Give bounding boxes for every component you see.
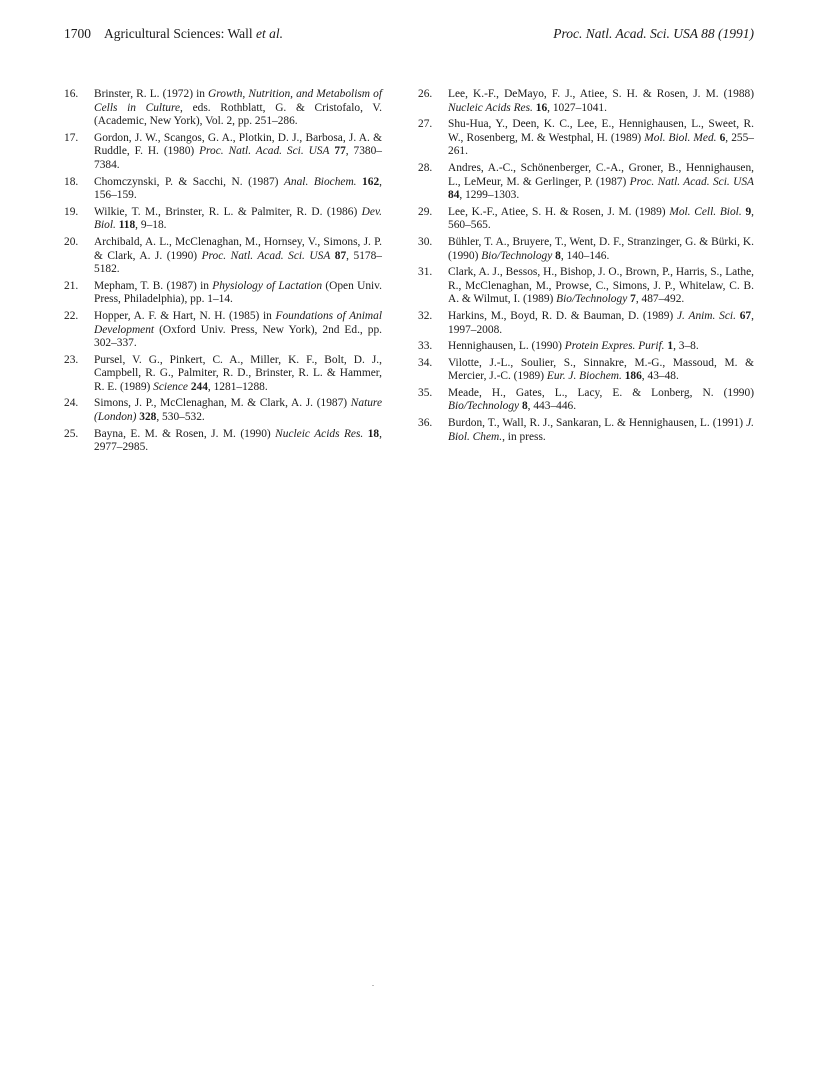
reference-b: Bio/Technology bbox=[448, 400, 520, 413]
reference-number: 34. bbox=[418, 356, 433, 369]
reference-text bbox=[94, 354, 382, 395]
page-header bbox=[64, 26, 754, 46]
reference-b: Growth, Nutrition, and Metabolism of Cells in Culture bbox=[94, 88, 382, 114]
reference-c: , in press. bbox=[502, 430, 546, 443]
reference-item bbox=[64, 310, 382, 351]
reference-vol: 1 bbox=[667, 340, 674, 353]
reference-text bbox=[448, 340, 754, 354]
reference-vol: 8 bbox=[555, 249, 561, 262]
reference-a: Wilkie, T. M., Brinster, R. L. & Palmiter, R. D. (1986) bbox=[94, 205, 362, 218]
reference-item bbox=[64, 236, 382, 277]
reference-b: Protein Expres. Purif. bbox=[564, 340, 665, 353]
reference-pages: , 487–492. bbox=[635, 293, 685, 306]
reference-a: Andres, A.-C., Schönenberger, C.-A., Groner, B., Hennighausen, L., LeMeur, M. & Gerlinger, P. (1987) bbox=[448, 161, 754, 188]
reference-text bbox=[448, 206, 754, 233]
reference-vol: 67 bbox=[739, 309, 752, 322]
reference-a: Burdon, T., Wall, R. J., Sankaran, L. & Hennighausen, L. (1991) bbox=[448, 417, 747, 430]
reference-item bbox=[418, 340, 754, 354]
reference-b: Bio/Technology bbox=[556, 293, 628, 306]
reference-c: , eds. Rothblatt, G. & Cristofalo, V. (Academic, New York), Vol. 2, pp. 251–286. bbox=[94, 101, 382, 128]
reference-item bbox=[64, 88, 382, 129]
reference-b: Nucleic Acids Res. bbox=[448, 101, 533, 114]
reference-text bbox=[448, 310, 754, 337]
reference-pages: , 9–18. bbox=[135, 219, 167, 232]
reference-b: Proc. Natl. Acad. Sci. USA bbox=[199, 145, 330, 158]
reference-item bbox=[64, 397, 382, 424]
reference-pages: , 1299–1303. bbox=[459, 189, 520, 202]
reference-b: Nucleic Acids Res. bbox=[275, 427, 364, 440]
reference-pages: , 5178–5182. bbox=[94, 249, 382, 276]
reference-item bbox=[418, 357, 754, 384]
reference-item bbox=[64, 280, 382, 307]
reference-vol: 244 bbox=[190, 380, 208, 393]
scan-mark bbox=[372, 985, 374, 986]
reference-a: Gordon, J. W., Scangos, G. A., Plotkin, D. J., Barbosa, J. A. & Ruddle, F. H. (1980) bbox=[94, 131, 382, 158]
reference-number: 20. bbox=[64, 235, 79, 248]
reference-item bbox=[64, 132, 382, 173]
reference-pages: , 156–159. bbox=[94, 175, 382, 202]
reference-pages: , 2977–2985. bbox=[94, 427, 382, 454]
reference-b: Physiology of Lactation bbox=[212, 279, 323, 292]
reference-b: Proc. Natl. Acad. Sci. USA bbox=[629, 175, 754, 188]
reference-b: Nature (London) bbox=[94, 397, 382, 424]
reference-number: 32. bbox=[418, 309, 433, 322]
reference-item bbox=[418, 266, 754, 307]
reference-text bbox=[448, 266, 754, 307]
reference-item bbox=[418, 118, 754, 159]
reference-b: J. Biol. Chem. bbox=[448, 417, 754, 443]
reference-pages: , 7380–7384. bbox=[94, 145, 382, 171]
reference-text bbox=[94, 310, 382, 351]
reference-number: 27. bbox=[418, 118, 433, 131]
reference-c: (Open Univ. Press, Philadelphia), pp. 1–14. bbox=[94, 279, 382, 306]
reference-vol: 84 bbox=[448, 189, 460, 202]
reference-text bbox=[448, 357, 754, 384]
reference-b: Proc. Natl. Acad. Sci. USA bbox=[201, 249, 331, 262]
reference-item bbox=[418, 206, 754, 233]
reference-number: 17. bbox=[64, 131, 79, 144]
reference-a: Shu-Hua, Y., Deen, K. C., Lee, E., Hennighausen, L., Sweet, R. W., Rosenberg, M. & Westphal, H. (1989) bbox=[448, 118, 754, 144]
reference-b: Mol. Biol. Med. bbox=[644, 131, 717, 144]
reference-vol: 18 bbox=[367, 427, 380, 440]
reference-b: Anal. Biochem. bbox=[283, 175, 357, 188]
journal-citation: Proc. Natl. Acad. Sci. USA 88 (1991) bbox=[553, 26, 754, 41]
reference-text bbox=[448, 162, 754, 203]
reference-number: 30. bbox=[418, 235, 433, 248]
reference-item bbox=[64, 206, 382, 233]
page-number: 1700 bbox=[64, 26, 91, 41]
reference-item bbox=[418, 88, 754, 115]
reference-number: 19. bbox=[64, 205, 79, 218]
reference-item bbox=[418, 236, 754, 263]
reference-item bbox=[418, 387, 754, 414]
reference-b: Eur. J. Biochem. bbox=[546, 370, 622, 383]
reference-a: Meade, H., Gates, L., Lacy, E. & Lonberg, N. (1990) bbox=[448, 386, 754, 399]
references-left-column bbox=[64, 88, 382, 458]
reference-vol: 77 bbox=[334, 145, 346, 158]
references-right-column bbox=[418, 88, 754, 447]
reference-number: 24. bbox=[64, 397, 79, 410]
reference-pages: , 43–48. bbox=[641, 370, 679, 383]
reference-number: 31. bbox=[418, 266, 433, 279]
reference-item bbox=[418, 310, 754, 337]
reference-text bbox=[94, 206, 382, 233]
reference-pages: , 1281–1288. bbox=[207, 380, 268, 393]
reference-pages: , 560–565. bbox=[448, 205, 754, 232]
reference-number: 26. bbox=[418, 88, 433, 100]
reference-number: 29. bbox=[418, 205, 433, 218]
reference-a: Hennighausen, L. (1990) bbox=[448, 340, 565, 353]
reference-a: Pursel, V. G., Pinkert, C. A., Miller, K. F., Bolt, D. J., Campbell, R. G., Palmiter, R. D., Brinster, R. L. & Hammer, R. E. (1989) bbox=[94, 353, 382, 393]
reference-number: 35. bbox=[418, 386, 433, 399]
reference-vol: 162 bbox=[362, 175, 380, 188]
reference-vol: 6 bbox=[719, 131, 726, 144]
reference-a: Bayna, E. M. & Rosen, J. M. (1990) bbox=[94, 427, 276, 440]
reference-pages: , 443–446. bbox=[527, 400, 577, 413]
reference-text bbox=[94, 88, 382, 129]
reference-vol: 328 bbox=[139, 411, 157, 424]
reference-a: Mepham, T. B. (1987) in bbox=[94, 279, 213, 292]
reference-number: 25. bbox=[64, 427, 79, 440]
reference-vol: 9 bbox=[745, 205, 752, 218]
reference-a: Vilotte, J.-L., Soulier, S., Sinnakre, M.-G., Massoud, M. & Mercier, J.-C. (1989) bbox=[448, 356, 754, 383]
reference-text bbox=[448, 118, 754, 159]
reference-number: 16. bbox=[64, 88, 79, 100]
reference-number: 36. bbox=[418, 417, 433, 430]
reference-b: Dev. Biol. bbox=[94, 205, 382, 232]
reference-text bbox=[448, 88, 754, 115]
reference-a: Hopper, A. F. & Hart, N. H. (1985) in bbox=[94, 309, 276, 322]
reference-vol: 118 bbox=[118, 219, 136, 232]
reference-number: 23. bbox=[64, 353, 79, 366]
reference-vol: 7 bbox=[630, 293, 636, 306]
reference-b: Foundations of Animal Development bbox=[94, 309, 382, 336]
reference-b: Bio/Technology bbox=[481, 249, 553, 262]
reference-vol: 186 bbox=[624, 370, 642, 383]
reference-vol: 8 bbox=[521, 400, 528, 413]
et-al: et al. bbox=[256, 26, 283, 41]
reference-a: Simons, J. P., McClenaghan, M. & Clark, A. J. (1987) bbox=[94, 397, 351, 410]
reference-b: J. Anim. Sci. bbox=[677, 309, 736, 322]
reference-text bbox=[448, 236, 754, 263]
reference-pages: , 530–532. bbox=[156, 411, 205, 424]
reference-a: Bühler, T. A., Bruyere, T., Went, D. F., Stranzinger, G. & Bürki, K. (1990) bbox=[448, 235, 754, 262]
reference-item bbox=[418, 417, 754, 444]
reference-a: Harkins, M., Boyd, R. D. & Bauman, D. (1989) bbox=[448, 309, 677, 322]
reference-text bbox=[94, 428, 382, 455]
reference-text bbox=[94, 176, 382, 203]
reference-item bbox=[418, 162, 754, 203]
reference-text bbox=[448, 417, 754, 444]
reference-number: 22. bbox=[64, 309, 79, 322]
reference-b: Science bbox=[153, 380, 188, 393]
reference-a: Brinster, R. L. (1972) in bbox=[94, 88, 209, 100]
reference-text bbox=[448, 387, 754, 414]
reference-pages: , 1997–2008. bbox=[448, 309, 754, 336]
running-title: Agricultural Sciences: Wall et al. bbox=[104, 26, 283, 41]
reference-number: 18. bbox=[64, 175, 79, 188]
reference-item bbox=[64, 428, 382, 455]
reference-a: Clark, A. J., Bessos, H., Bishop, J. O., Brown, P., Harris, S., Lathe, R., McClenaghan, M., Prowse, C., Simons, J. P., Whitelaw, C. B. A. & Wilmut, I. (1989) bbox=[448, 266, 754, 306]
reference-pages: , 140–146. bbox=[560, 249, 610, 262]
reference-text bbox=[94, 132, 382, 173]
reference-vol: 87 bbox=[334, 249, 347, 262]
reference-c: (Oxford Univ. Press, New York), 2nd Ed., pp. 302–337. bbox=[94, 323, 382, 350]
reference-pages: , 255–261. bbox=[448, 131, 754, 158]
reference-number: 33. bbox=[418, 340, 433, 353]
reference-text bbox=[94, 397, 382, 424]
reference-number: 28. bbox=[418, 161, 433, 174]
reference-text bbox=[94, 280, 382, 307]
reference-b: Mol. Cell. Biol. bbox=[669, 205, 742, 218]
reference-item bbox=[64, 354, 382, 395]
reference-vol: 16 bbox=[535, 101, 548, 114]
reference-a: Archibald, A. L., McClenaghan, M., Hornsey, V., Simons, J. P. & Clark, A. J. (1990) bbox=[94, 235, 382, 262]
reference-pages: , 1027–1041. bbox=[547, 101, 607, 114]
reference-text bbox=[94, 236, 382, 277]
reference-a: Lee, K.-F., DeMayo, F. J., Atiee, S. H. & Rosen, J. M. (1988) bbox=[448, 88, 754, 100]
reference-item bbox=[64, 176, 382, 203]
reference-a: Chomczynski, P. & Sacchi, N. (1987) bbox=[94, 175, 284, 188]
reference-number: 21. bbox=[64, 279, 79, 292]
reference-a: Lee, K.-F., Atiee, S. H. & Rosen, J. M. (1989) bbox=[448, 205, 670, 218]
reference-pages: , 3–8. bbox=[673, 340, 699, 353]
